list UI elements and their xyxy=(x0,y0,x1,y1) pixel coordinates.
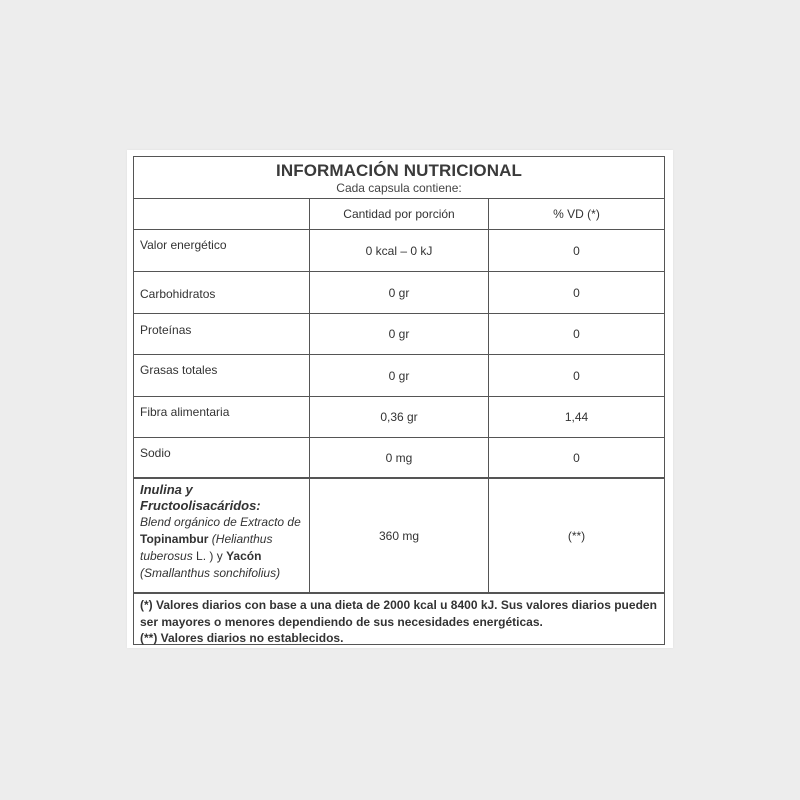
header-col-amount: Cantidad por porción xyxy=(310,199,489,229)
header-row xyxy=(134,199,664,230)
nutrient-name: Carbohidratos xyxy=(134,272,310,313)
label-card xyxy=(127,150,673,648)
table-subtitle: Cada capsula contiene: xyxy=(336,181,462,195)
ingredient-row xyxy=(134,479,664,594)
table-row xyxy=(134,438,664,479)
nutrient-name: Fibra alimentaria xyxy=(134,397,310,437)
footnotes xyxy=(134,594,664,647)
nutrient-amount: 0 gr xyxy=(310,272,489,313)
nutrient-amount: 0 kcal – 0 kJ xyxy=(310,230,489,271)
table-title: INFORMACIÓN NUTRICIONAL xyxy=(276,161,522,180)
ingredient-amount: 360 mg xyxy=(310,479,489,592)
nutrient-amount: 0 gr xyxy=(310,314,489,354)
topinambur-scientific-name: (Helianthus tuberosus xyxy=(140,532,273,563)
nutrient-amount: 0 mg xyxy=(310,438,489,477)
header-col-nutrient xyxy=(134,199,310,229)
ingredient-vd: (**) xyxy=(567,528,586,543)
table-row xyxy=(134,230,664,272)
ingredient-description xyxy=(134,479,310,592)
yacon-name: Yacón xyxy=(226,549,262,563)
nutrient-name: Proteínas xyxy=(134,314,310,354)
table-row xyxy=(134,272,664,314)
footnote-daily-values: (*) Valores diarios con base a una dieta de 2000 kcal u 8400 kJ. Sus valores diarios pueden ser mayores o menores dependiendo de sus necesidades energéticas. xyxy=(140,598,657,629)
title-block xyxy=(134,157,664,199)
nutrient-amount: 0,36 gr xyxy=(310,397,489,437)
ingredient-blend-text xyxy=(140,514,305,582)
nutrient-amount: 0 gr xyxy=(310,355,489,396)
nutrient-vd: 0 xyxy=(573,243,580,258)
yacon-scientific-name: (Smallanthus sonchifolius) xyxy=(140,566,281,580)
header-col-vd: % VD (*) xyxy=(553,207,600,221)
ingredient-title-line2: Fructoolisacáridos: xyxy=(140,498,261,513)
table-row xyxy=(134,355,664,397)
ingredient-title-line1: Inulina y xyxy=(140,482,193,497)
nutrition-facts-table xyxy=(133,156,665,645)
topinambur-name: Topinambur xyxy=(140,532,209,546)
nutrient-name: Sodio xyxy=(134,438,310,477)
blend-text-part1: Blend orgánico de Extracto de xyxy=(140,515,301,529)
nutrient-vd: 1,44 xyxy=(564,410,589,424)
nutrient-vd: 0 xyxy=(573,285,580,300)
table-row xyxy=(134,397,664,438)
nutrient-vd: 0 xyxy=(573,327,580,341)
nutrient-vd: 0 xyxy=(573,368,580,383)
blend-text-part3: L. ) y xyxy=(196,549,223,563)
table-row xyxy=(134,314,664,355)
nutrient-name: Grasas totales xyxy=(134,355,310,396)
nutrient-vd: 0 xyxy=(573,450,580,465)
nutrient-name: Valor energético xyxy=(134,230,310,271)
footnote-not-established: (**) Valores diarios no establecidos. xyxy=(140,631,344,645)
